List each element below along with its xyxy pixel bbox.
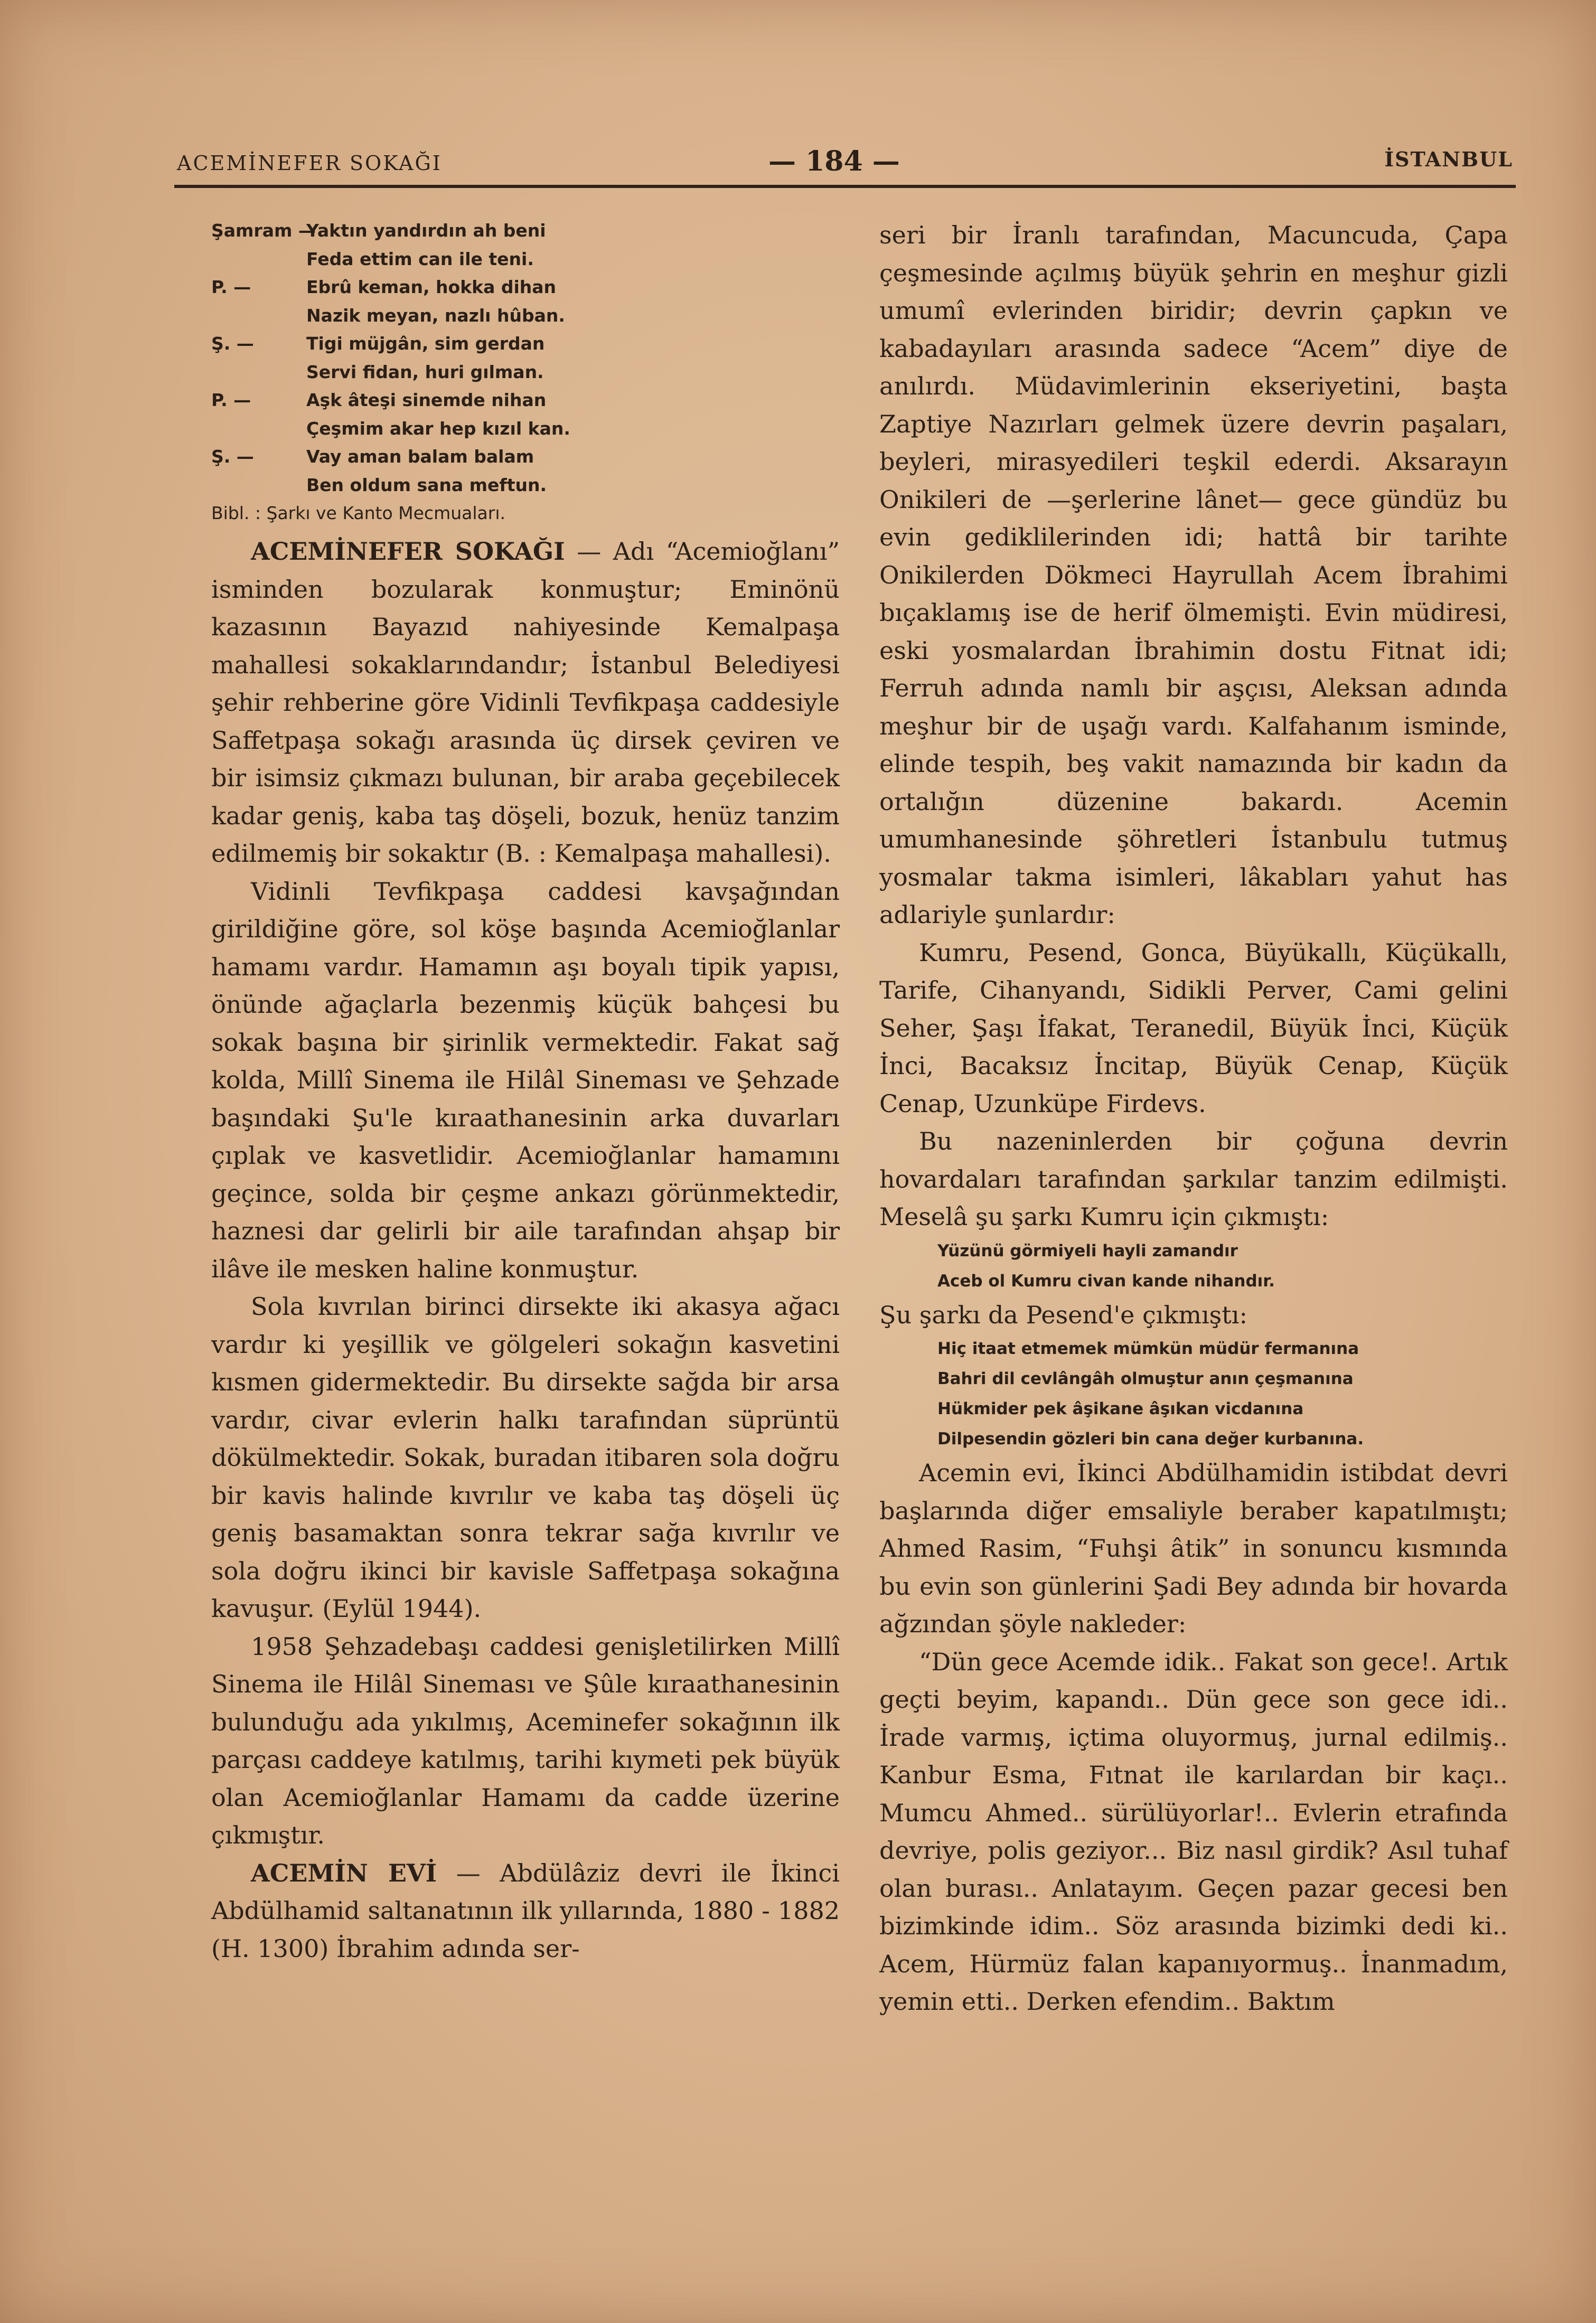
article-paragraph: Bu nazeninlerden bir çoğuna devrin hovardaları tarafından şarkılar tanzim edilmişti. Meselâ şu şarkı Kumru için çıkmıştı: [879, 1127, 1508, 1231]
article-paragraph [211, 1855, 840, 1968]
poem-speaker: P. — [211, 390, 251, 410]
poem-speaker: Ş. — [211, 446, 254, 467]
paragraph-text: — Abdülâziz devri ile İkinci Abdülhamid saltanatının ilk yıllarında, 1880 - 1882 (H. 1300) İbrahim adında ser- [211, 1858, 840, 1963]
paragraph-text: 1958 Şehzadebaşı caddesi genişletilirken Millî Sinema ile Hilâl Sineması ve Şûle kıraathanesinin bulunduğu ada yıkılmış, Aceminefer sokağının ilk parçası caddeye katılmış, tarihi kıymeti pek büyük olan Acemioğlanlar Hamamı da cadde üzerine çıkmıştır. [211, 1632, 840, 1849]
poem-speaker: Şamram — [211, 220, 316, 241]
poem-text: Ebrû keman, hokka dihan [306, 277, 557, 297]
entry-heading: ACEMİNEFER SOKAĞI [251, 537, 565, 566]
bibliography-note: Bibl. : Şarkı ve Kanto Mecmuaları. [211, 503, 505, 523]
paragraph-text: Vidinli Tevfikpaşa caddesi kavşağından girildiğine göre, sol köşe başında Acemioğlanlar hamamı vardır. Hamamın aşı boyalı tipik yapısı, önünde ağaçlarla bezenmiş küçük bahçesi bu sokak başına bir şirinlik vermektedir. Fakat sağ kolda, Millî Sinema ile Hilâl Sineması ve Şehzade başındaki Şu'le kıraathanesinin arka duvarları çıplak ve kasvetlidir. Acemioğlanlar hamamını geçince, solda bir çeşme ankazı görünmektedir, haznesi dar gelirli bir aile tarafından ahşap bir ilâve ile mesken haline konmuştur. [211, 877, 840, 1283]
header-rule [174, 185, 1516, 188]
poem-speaker [211, 471, 306, 500]
verse-line: Hükmider pek âşikane âşıkan vicdanına [937, 1399, 1304, 1418]
poem-speaker [211, 415, 306, 443]
poem-line [211, 217, 840, 245]
article-paragraph [211, 1628, 840, 1855]
poem-speaker: P. — [211, 277, 251, 297]
entry-heading: ACEMİN EVİ [251, 1858, 437, 1887]
poem-text: Çeşmim akar hep kızıl kan. [306, 418, 570, 439]
poem-line [211, 358, 840, 387]
article-paragraph: Şu şarkı da Pesend'e çıkmıştı: [879, 1300, 1247, 1329]
paragraph-text: Sola kıvrılan birinci dirsekte iki akasya ağacı vardır ki yeşillik ve gölgeleri sokağın kasvetini kısmen gidermektedir. Bu dirsekte sağda bir arsa vardır, civar evlerin halkı tarafından süprüntü dökülmektedir. Sokak, buradan itibaren sola doğru bir kavis halinde kıvrılır ve kaba taş döşeli üç geniş basamaktan sonra tekrar sağa kıvrılır ve sola doğru ikinci bir kavisle Saffetpaşa sokağına kavuşur. (Eylül 1944). [211, 1292, 840, 1623]
verse-line: Yüzünü görmiyeli hayli zamandır [937, 1241, 1238, 1261]
poem-text: Aşk âteşi sinemde nihan [306, 390, 547, 410]
article-paragraph: Acemin evi, İkinci Abdülhamidin istibdat devri başlarında diğer emsaliyle beraber kapatılmıştı; Ahmed Rasim, “Fuhşi âtik” in sonuncu kısmında bu evin son günlerini Şadi Bey adında bir hovarda ağzından şöyle nakleder: [879, 1459, 1508, 1638]
poem-text: Vay aman balam balam [306, 446, 534, 467]
article-paragraph: seri bir İranlı tarafından, Macuncuda, Çapa çeşmesinde açılmış büyük şehrin en meşhur gizli umumî evlerinden biridir; devrin çapkın ve kabadayıları arasında sadece “Acem” diye de anılırdı. Müdavimlerinin ekseriyetini, başta Zaptiye Nazırları gelmek üzere devrin paşaları, beyleri, mirasyedileri teşkil ederdi. Aksarayın Onikileri de —şerlerine lânet— gece gündüz bu evin gediklilerinden idi; hattâ bir tarihte Onikilerden Dökmeci Hayrullah Acem İbrahimi bıçaklamış ise de herif ölmemişti. Evin müdiresi, eski yosmalardan İbrahimin dostu Fitnat idi; Ferruh adında namlı bir aşçısı, Aleksan adında meşhur bir de uşağı vardı. Kalfahanım isminde, elinde tespih, beş vakit namazında bir kadın da ortalığın düzenine bakardı. Acemin umumhanesinde şöhretleri İstanbulu tutmuş yosmalar takma isimleri, lâkabları yahut has adlariyle şunlardır: [879, 221, 1508, 929]
running-header [177, 145, 1513, 182]
poem-line [211, 415, 840, 443]
article-paragraph: “Dün gece Acemde idik.. Fakat son gece!. Artık geçti beyim, kapandı.. Dün gece son gece idi.. İrade varmış, içtima oluyormuş, jurnal edilmiş.. Kanbur Esma, Fıtnat ile karılardan bir kaçı.. Mumcu Ahmed.. sürülüyorlar!.. Evlerin etrafında devriye, polis geziyor... Biz nasıl girdik? Asıl tuhaf olan burası.. Anlatayım. Geçen pazar gecesi ben bizimkinde idim.. Söz arasında bizimki dedi ki.. Acem, Hürmüz falan kapanıyormuş.. İnanmadım, yemin etti.. Derken efendim.. Baktım [879, 1647, 1508, 2016]
poem-text: Tigi müjgân, sim gerdan [306, 333, 545, 354]
poem-line [211, 443, 840, 471]
song-verse-kumru [879, 1236, 1508, 1296]
left-column [211, 217, 840, 1968]
poem-speaker [211, 302, 306, 330]
poem-speaker [211, 358, 306, 387]
poem-line [211, 330, 840, 358]
header-title: ACEMİNEFER SOKAĞI [177, 152, 442, 175]
poem-text: Ben oldum sana meftun. [306, 474, 547, 495]
poem-line [211, 302, 840, 330]
song-lyrics [211, 217, 840, 499]
verse-line: Hiç itaat etmemek mümkün müdür fermanına [937, 1339, 1359, 1358]
article-paragraph [211, 873, 840, 1289]
poem-line [211, 471, 840, 500]
poem-speaker [211, 245, 306, 274]
article-paragraph [211, 1288, 840, 1628]
poem-text: Servi fidan, huri gılman. [306, 361, 544, 382]
right-column [879, 217, 1508, 2021]
poem-line [211, 245, 840, 274]
page-number: — 184 — [768, 145, 900, 177]
verse-line: Aceb ol Kumru civan kande nihandır. [937, 1271, 1275, 1291]
article-paragraph: Kumru, Pesend, Gonca, Büyükallı, Küçükallı, Tarife, Cihanyandı, Sidikli Perver, Cami gelini Seher, Şaşı İfakat, Teranedil, Büyük İnci, Küçük İnci, Bacaksız İncitap, Büyük Cenap, Küçük Cenap, Uzunküpe Firdevs. [879, 938, 1508, 1118]
article-paragraph [211, 533, 840, 873]
verse-line: Dilpesendin gözleri bin cana değer kurbanına. [937, 1429, 1364, 1449]
poem-text: Yaktın yandırdın ah beni [306, 220, 546, 241]
verse-line: Bahri dil cevlângâh olmuştur anın çeşmanına [937, 1369, 1354, 1388]
poem-text: Feda ettim can ile teni. [306, 248, 534, 269]
poem-text: Nazik meyan, nazlı hûban. [306, 305, 565, 326]
poem-speaker: Ş. — [211, 333, 254, 354]
header-section: İSTANBUL [1384, 147, 1513, 171]
poem-line [211, 386, 840, 415]
poem-line [211, 273, 840, 302]
paragraph-text: — Adı “Acemioğlanı” isminden bozularak konmuştur; Eminönü kazasının Bayazıd nahiyesinde Kemalpaşa mahallesi sokaklarındandır; İstanbul Belediyesi şehir rehberine göre Vidinli Tevfikpaşa caddesiyle Saffetpaşa sokağı arasında üç dirsek çeviren ve bir isimsiz çıkmazı bulunan, bir araba geçebilecek kadar geniş, kaba taş döşeli, bozuk, henüz tanzim edilmemiş bir sokaktır (B. : Kemalpaşa mahallesi). [211, 537, 840, 868]
song-verse-pesend [879, 1334, 1508, 1454]
